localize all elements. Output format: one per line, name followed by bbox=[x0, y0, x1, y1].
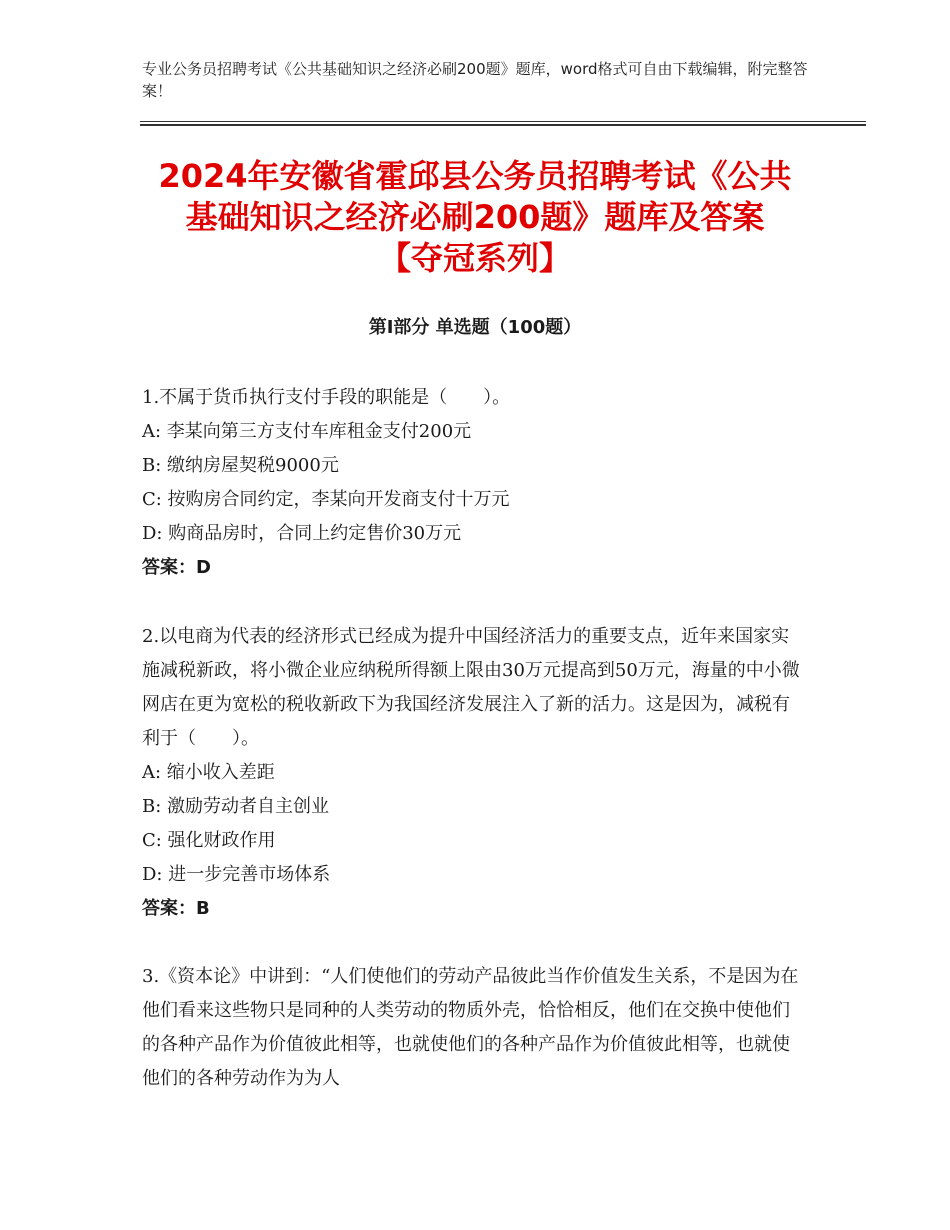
question-stem: 3.《资本论》中讲到：“人们使他们的劳动产品彼此当作价值发生关系，不是因为在他们看来这些物只是同种的人类劳动的物质外壳，恰恰相反，他们在交换中使他们的各种产品作为价值彼此相等，也就使他们的各种产品作为价值彼此相等，也就使他们的各种劳动作为为人 bbox=[142, 966, 799, 1089]
header-note: 专业公务员招聘考试《公共基础知识之经济必刷200题》题库，word格式可自由下载编辑，附完整答案！ bbox=[142, 60, 808, 100]
option-d: D: 进一步完善市场体系 bbox=[142, 864, 331, 885]
question-stem: 2.以电商为代表的经济形式已经成为提升中国经济活力的重要支点，近年来国家实施减税新政，将小微企业应纳税所得额上限由30万元提高到50万元，海量的中小微网店在更为宽松的税收新政下为我国经济发展注入了新的活力。这是因为，减税有利于（ ）。 bbox=[142, 626, 800, 749]
question-3 bbox=[142, 960, 807, 1096]
option-b: B: 缴纳房屋契税9000元 bbox=[142, 455, 339, 476]
question-1 bbox=[142, 381, 807, 585]
option-c: C: 强化财政作用 bbox=[142, 830, 276, 851]
question-stem: 1.不属于货币执行支付手段的职能是（ ）。 bbox=[142, 387, 511, 408]
option-d: D: 购商品房时，合同上约定售价30万元 bbox=[142, 523, 462, 544]
document-title bbox=[100, 156, 850, 279]
option-c: C: 按购房合同约定，李某向开发商支付十万元 bbox=[142, 489, 510, 510]
answer: 答案：B bbox=[142, 898, 210, 919]
header-divider-thin bbox=[140, 121, 866, 122]
option-b: B: 激励劳动者自主创业 bbox=[142, 796, 330, 817]
title-line-2: 基础知识之经济必刷200题》题库及答案 bbox=[185, 198, 765, 236]
option-a: A: 李某向第三方支付车库租金支付200元 bbox=[142, 421, 472, 442]
answer: 答案：D bbox=[142, 557, 211, 578]
title-line-3: 【夺冠系列】 bbox=[378, 239, 571, 277]
header-divider-thick bbox=[140, 124, 866, 126]
title-line-1: 2024年安徽省霍邱县公务员招聘考试《公共 bbox=[158, 157, 792, 195]
question-2 bbox=[142, 620, 807, 926]
option-a: A: 缩小收入差距 bbox=[142, 762, 275, 783]
section-title: 第Ⅰ部分 单选题（100题） bbox=[368, 317, 582, 338]
